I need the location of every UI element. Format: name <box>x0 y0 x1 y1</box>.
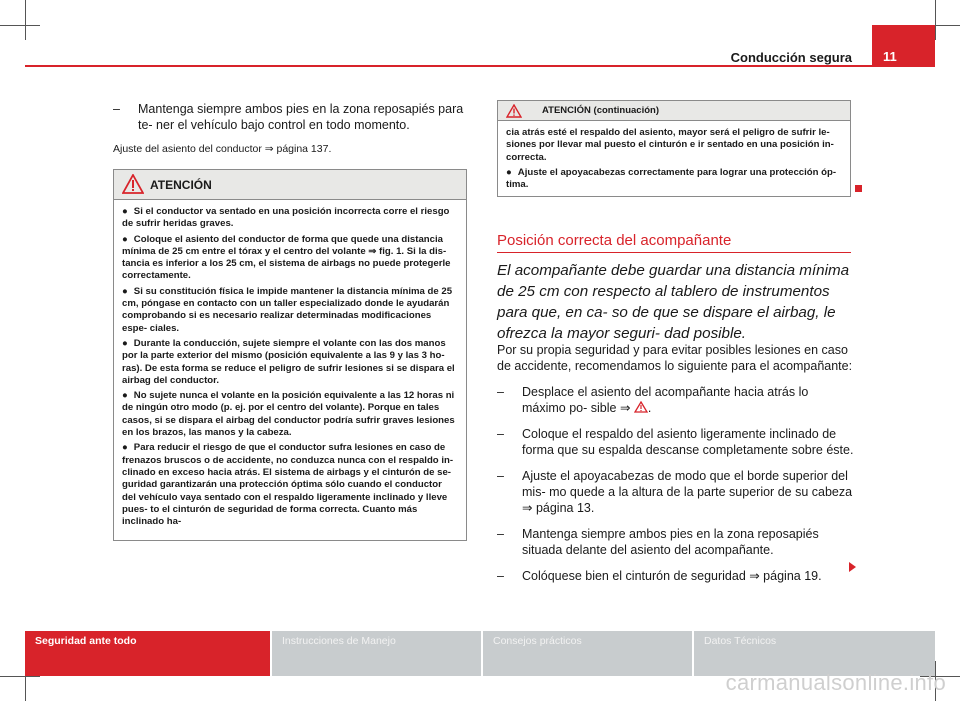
crop-mark <box>25 0 26 40</box>
crop-mark <box>935 0 936 40</box>
section-title: Posición correcta del acompañante <box>497 232 732 249</box>
left-column <box>113 101 468 155</box>
right-body <box>497 342 855 592</box>
warning-cont-paragraph: cia atrás esté el respaldo del asiento, mayor será el peligro de sufrir le- siones por llevar mal puesto el cinturón e ir sentado en una posición in- correcta. <box>506 127 834 163</box>
warning-item: ● Si su constitución física le impide mantener la distancia mínima de 25 cm, póngase en contacto con un taller especializado donde le ayudarán comprobando si es necesario realizar determinadas modificaciones espe- ciales. <box>122 285 453 334</box>
warning-body <box>114 200 466 537</box>
warning-item: ● Ajuste el apoyacabezas correctamente para lograr una protección óp- tima. <box>506 166 837 191</box>
tab-instrucciones[interactable]: Instrucciones de Manejo <box>272 631 481 676</box>
continue-arrow-icon <box>849 562 856 572</box>
crop-mark <box>0 25 40 26</box>
end-square-icon <box>855 185 862 192</box>
warning-triangle-icon <box>506 104 522 118</box>
header-rule <box>25 65 935 67</box>
list-item: – Colóquese bien el cinturón de seguridad ⇒ página 19. <box>497 569 822 583</box>
page-number: 11 <box>883 49 897 64</box>
list-item: – Coloque el respaldo del asiento ligeramente inclinado de forma que su espalda descanse completamente sobre éste. <box>497 427 854 457</box>
crop-mark <box>0 676 40 677</box>
warning-title: ATENCIÓN <box>150 177 212 192</box>
tab-consejos[interactable]: Consejos prácticos <box>483 631 692 676</box>
section-rule <box>497 252 851 253</box>
warning-box <box>113 169 467 541</box>
seat-adjust-reference: Ajuste del asiento del conductor ⇒ página 137. <box>113 143 332 155</box>
warning-item: ● Para reducir el riesgo de que el conductor sufra lesiones en caso de frenazos bruscos o de accidente, no conduzca nunca con el respaldo in- clinado en exceso hacia atrás. El sistema de airbags y el cinturón de se- guridad garantizarán una protección óptima sólo cuando el conductor del vehículo vaya sentado con el respaldo ligeramente inclinado y lleve pues- to el cinturón de seguridad de forma correcta. Cuanto más inclinado ha- <box>122 442 454 528</box>
list-item: – Mantenga siempre ambos pies en la zona reposapiés situada delante del asiento del acompañante. <box>497 527 819 557</box>
page-header-title: Conducción segura <box>730 50 852 65</box>
warning-triangle-icon <box>634 401 648 413</box>
tab-datos[interactable]: Datos Técnicos <box>694 631 935 676</box>
intro-paragraph: Por su propia seguridad y para evitar posibles lesiones en caso de accidente, recomendamos lo siguiente para el acompañante: <box>497 343 853 373</box>
warning-cont-header <box>498 101 850 121</box>
warning-item: ● No sujete nunca el volante en la posición equivalente a las 12 horas ni de ningún otro modo (p. ej. por el centro del volante). Porque en tales casos, si se dispara el airbag del conductor podría sufrir graves lesiones en los brazos, las manos y la cabeza. <box>122 390 455 439</box>
warning-triangle-icon <box>122 174 144 194</box>
warning-item: ● Si el conductor va sentado en una posición incorrecta corre el riesgo de sufrir heridas graves. <box>122 206 450 230</box>
warning-item: ● Durante la conducción, sujete siempre el volante con las dos manos por la parte exterior del mismo (posición equivalente a las 9 y las 3 ho- ras). De esta forma se reduce el peligro de sufrir lesiones si se dispara el airbag del conductor. <box>122 337 455 386</box>
list-item: – Desplace el asiento del acompañante hacia atrás lo máximo po- sible ⇒ . <box>497 385 809 415</box>
tab-seguridad[interactable]: Seguridad ante todo <box>25 631 270 676</box>
page-number-box <box>872 25 935 67</box>
lead-paragraph: El acompañante debe guardar una distancia mínima de 25 cm con respecto al tablero de instrumentos para que, en ca- so de que se dispare el airbag, le ofrezca la mayor seguri- dad posible. <box>497 262 850 342</box>
list-item: – Ajuste el apoyacabezas de modo que el borde superior del mis- mo quede a la altura de la parte superior de su cabeza ⇒ página 13. <box>497 469 853 515</box>
warning-continuation-box <box>497 100 851 197</box>
watermark: carmanualsonline.info <box>725 670 946 695</box>
warning-header <box>114 170 466 200</box>
warning-cont-title: ATENCIÓN (continuación) <box>542 105 659 116</box>
list-item: – Mantenga siempre ambos pies en la zona reposapiés para te- ner el vehículo bajo control en todo momento. <box>113 102 464 132</box>
warning-cont-body <box>498 121 850 200</box>
warning-item: ● Coloque el asiento del conductor de forma que quede una distancia mínima de 25 cm entre el tórax y el centro del volante ⇒ fig. 1. Si la dis- tancia es inferior a los 25 cm, el sistema de airbags no puede protegerle correctamente. <box>122 233 451 282</box>
